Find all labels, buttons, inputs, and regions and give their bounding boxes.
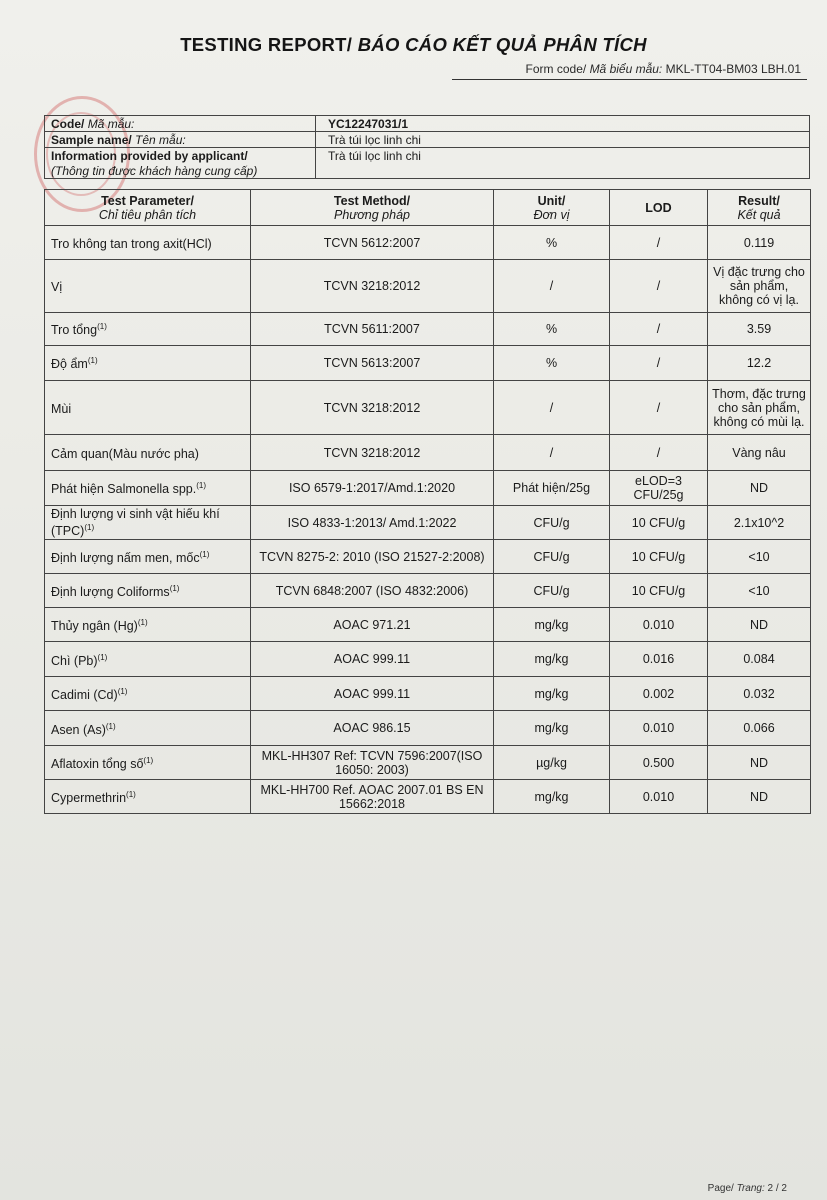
method-cell: TCVN 3218:2012 <box>251 260 494 313</box>
table-row <box>45 260 811 313</box>
applicant-info-value: Trà túi lọc linh chi <box>316 148 810 164</box>
table-header-row <box>45 190 811 226</box>
unit-cell: / <box>494 260 610 313</box>
result-cell: ND <box>708 746 811 780</box>
table-row <box>45 471 811 506</box>
table-row <box>45 780 811 814</box>
sample-info-label: Sample name/ Tên mẫu: <box>45 132 316 148</box>
report-title-en: TESTING REPORT/ <box>180 34 353 55</box>
table-row <box>45 574 811 608</box>
result-cell: Vàng nâu <box>708 435 811 471</box>
sample-info-row <box>45 132 810 148</box>
table-row <box>45 435 811 471</box>
lod-cell: / <box>610 435 708 471</box>
param-cell: Tro tổng$^{(1)}$ <box>45 313 251 346</box>
result-cell: <10 <box>708 540 811 574</box>
col-header-lod: LOD <box>610 190 708 226</box>
table-row <box>45 540 811 574</box>
param-cell: Định lượng vi sinh vật hiếu khí (TPC)$^{(1)}$ <box>45 506 251 540</box>
table-row <box>45 642 811 677</box>
sample-info-row <box>45 163 810 179</box>
param-cell: Vị <box>45 260 251 313</box>
param-cell: Cadimi $(Cd)^{(1)}$ <box>45 677 251 711</box>
col-header-method: Test Method/ Phương pháp <box>251 190 494 226</box>
param-cell: Aflatoxin tổng số$^{(1)}$ <box>45 746 251 780</box>
param-cell: Định lượng nấm men, mốc$^{(1)}$ <box>45 540 251 574</box>
result-cell: 0.032 <box>708 677 811 711</box>
result-cell: <10 <box>708 574 811 608</box>
method-cell: MKL-HH307 Ref: TCVN 7596:2007(ISO 16050: 2003) <box>251 746 494 780</box>
lod-cell: 10 CFU/g <box>610 506 708 540</box>
sample-info-row <box>45 116 810 132</box>
param-cell: Độ ẩm$^{(1)}$ <box>45 346 251 381</box>
lod-cell: 10 CFU/g <box>610 540 708 574</box>
method-cell: AOAC 999.11 <box>251 642 494 677</box>
page-number: Page/ Trang: 2 / 2 <box>707 1183 787 1194</box>
method-cell: TCVN 5613:2007 <box>251 346 494 381</box>
lod-cell: 0.010 <box>610 780 708 814</box>
sample-info-row <box>45 148 810 164</box>
table-row <box>45 608 811 642</box>
lod-cell: / <box>610 260 708 313</box>
method-cell: MKL-HH700 Ref. AOAC 2007.01 BS EN 15662:2018 <box>251 780 494 814</box>
sample-code-value: YC12247031/1 <box>316 116 810 132</box>
form-code-value: MKL-TT04-BM03 LBH.01 <box>665 62 801 76</box>
lod-cell: 0.010 <box>610 711 708 746</box>
method-cell: TCVN 8275-2: 2010 (ISO 21527-2:2008) <box>251 540 494 574</box>
sample-info-label: Code/ Mã mẫu: <box>45 116 316 132</box>
method-cell: TCVN 3218:2012 <box>251 435 494 471</box>
lod-cell: 0.500 <box>610 746 708 780</box>
form-code-underline <box>452 79 807 80</box>
param-cell: Phát hiện Salmonella spp.$^{(1)}$ <box>45 471 251 506</box>
lod-cell: eLOD=3 CFU/25g <box>610 471 708 506</box>
table-row <box>45 313 811 346</box>
result-cell: 2.1x10^2 <box>708 506 811 540</box>
table-row <box>45 677 811 711</box>
lod-cell: 0.010 <box>610 608 708 642</box>
param-cell: Cypermethrin$^{(1)}$ <box>45 780 251 814</box>
sample-info-empty <box>316 163 810 179</box>
unit-cell: / <box>494 435 610 471</box>
sample-info-label: Information provided by applicant/ <box>45 148 316 164</box>
lod-cell: / <box>610 381 708 435</box>
col-header-parameter: Test Parameter/ Chỉ tiêu phân tích <box>45 190 251 226</box>
form-code <box>526 62 801 76</box>
report-title <box>0 34 827 56</box>
lod-cell: / <box>610 226 708 260</box>
unit-cell: CFU/g <box>494 506 610 540</box>
lod-cell: / <box>610 346 708 381</box>
unit-cell: % <box>494 313 610 346</box>
unit-cell: µg/kg <box>494 746 610 780</box>
lod-cell: 0.016 <box>610 642 708 677</box>
result-cell: Thơm, đặc trưng cho sản phẩm, không có mùi lạ. <box>708 381 811 435</box>
method-cell: TCVN 3218:2012 <box>251 381 494 435</box>
param-cell: Mùi <box>45 381 251 435</box>
table-row <box>45 711 811 746</box>
sample-info-table <box>44 115 810 179</box>
param-cell: Tro không tan trong axit(HCl) <box>45 226 251 260</box>
unit-cell: Phát hiện/25g <box>494 471 610 506</box>
result-cell: ND <box>708 608 811 642</box>
unit-cell: CFU/g <box>494 574 610 608</box>
result-cell: 3.59 <box>708 313 811 346</box>
param-cell: Chì $(Pb)^{(1)}$ <box>45 642 251 677</box>
col-header-unit: Unit/ Đơn vị <box>494 190 610 226</box>
method-cell: AOAC 986.15 <box>251 711 494 746</box>
sample-info-label: (Thông tin được khách hàng cung cấp) <box>45 163 316 179</box>
col-header-result: Result/ Kết quả <box>708 190 811 226</box>
results-table <box>44 189 811 814</box>
lod-cell: / <box>610 313 708 346</box>
unit-cell: mg/kg <box>494 711 610 746</box>
method-cell: AOAC 971.21 <box>251 608 494 642</box>
unit-cell: mg/kg <box>494 780 610 814</box>
unit-cell: / <box>494 381 610 435</box>
param-cell: Asen $(As)^{(1)}$ <box>45 711 251 746</box>
unit-cell: % <box>494 226 610 260</box>
table-row <box>45 746 811 780</box>
unit-cell: CFU/g <box>494 540 610 574</box>
unit-cell: mg/kg <box>494 677 610 711</box>
method-cell: AOAC 999.11 <box>251 677 494 711</box>
form-code-label-vi: Mã biểu mẫu: <box>589 62 663 76</box>
param-cell: Định lượng Coliforms$^{(1)}$ <box>45 574 251 608</box>
method-cell: ISO 6579-1:2017/Amd.1:2020 <box>251 471 494 506</box>
method-cell: ISO 4833-1:2013/ Amd.1:2022 <box>251 506 494 540</box>
unit-cell: mg/kg <box>494 608 610 642</box>
result-cell: 0.084 <box>708 642 811 677</box>
form-code-label-en: Form code/ <box>525 62 587 76</box>
table-row <box>45 506 811 540</box>
param-cell: Cảm quan(Màu nước pha) <box>45 435 251 471</box>
unit-cell: mg/kg <box>494 642 610 677</box>
table-row <box>45 226 811 260</box>
result-cell: 0.066 <box>708 711 811 746</box>
lod-cell: 10 CFU/g <box>610 574 708 608</box>
report-title-vi: BÁO CÁO KẾT QUẢ PHÂN TÍCH <box>357 34 647 55</box>
method-cell: TCVN 5611:2007 <box>251 313 494 346</box>
result-cell: 12.2 <box>708 346 811 381</box>
sample-name-value: Trà túi lọc linh chi <box>316 132 810 148</box>
result-cell: 0.119 <box>708 226 811 260</box>
method-cell: TCVN 6848:2007 (ISO 4832:2006) <box>251 574 494 608</box>
param-cell: Thủy ngân $(Hg)^{(1)}$ <box>45 608 251 642</box>
method-cell: TCVN 5612:2007 <box>251 226 494 260</box>
unit-cell: % <box>494 346 610 381</box>
table-row <box>45 346 811 381</box>
lod-cell: 0.002 <box>610 677 708 711</box>
table-row <box>45 381 811 435</box>
result-cell: Vị đặc trưng cho sản phẩm, không có vị lạ. <box>708 260 811 313</box>
result-cell: ND <box>708 780 811 814</box>
result-cell: ND <box>708 471 811 506</box>
